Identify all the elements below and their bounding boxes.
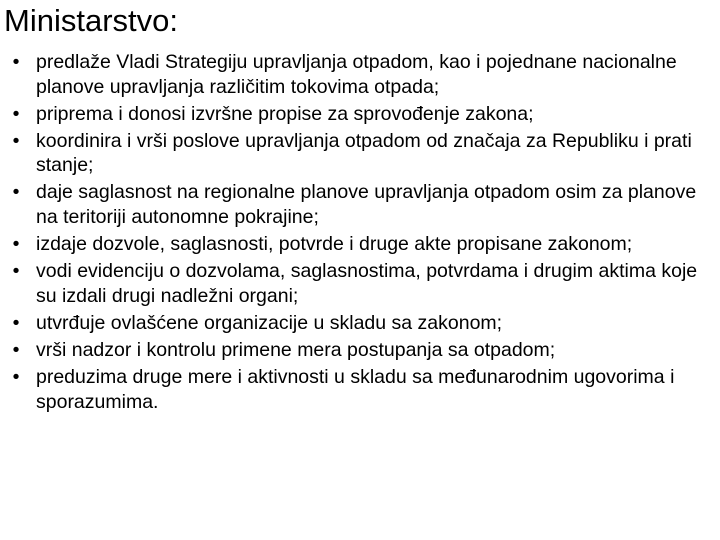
- bullet-icon: •: [12, 129, 20, 152]
- bullet-icon: •: [12, 102, 20, 125]
- bullet-icon: •: [12, 51, 20, 73]
- list-item: [0, 311, 705, 336]
- bullet-icon: •: [12, 339, 20, 362]
- list-item-text: predlaže Vladi Strategiju upravljanja otpadom, kao i pojednane nacionalne planove upravljanja različitim tokovima otpada;: [36, 51, 677, 98]
- bullet-list: [0, 50, 705, 417]
- list-item-text: izdaje dozvole, saglasnosti, potvrde i druge akte propisane zakonom;: [36, 233, 633, 256]
- bullet-icon: •: [12, 260, 20, 283]
- list-item-text: priprema i donosi izvršne propise za sprovođenje zakona;: [36, 102, 534, 125]
- list-item: [0, 102, 705, 127]
- list-item: [0, 232, 705, 257]
- bullet-icon: •: [12, 311, 20, 334]
- bullet-icon: •: [12, 233, 20, 256]
- list-item-text: daje saglasnost na regionalne planove upravljanja otpadom osim za planove na teritoriji autonomne pokrajine;: [36, 181, 697, 229]
- list-item-text: vrši nadzor i kontrolu primene mera postupanja sa otpadom;: [36, 339, 556, 362]
- list-item-text: koordinira i vrši poslove upravljanja otpadom od značaja za Republiku i prati stanje;: [36, 129, 692, 177]
- slide-title: Ministarstvo:: [4, 3, 178, 38]
- list-item: [0, 259, 705, 308]
- list-item-text: preduzima druge mere i aktivnosti u skladu sa međunarodnim ugovorima i sporazumima.: [36, 366, 675, 413]
- list-item: [0, 180, 705, 229]
- list-item: [0, 338, 705, 363]
- list-item: [0, 365, 705, 414]
- list-item: [0, 129, 705, 178]
- bullet-icon: •: [12, 181, 20, 204]
- list-item-text: vodi evidenciju o dozvolama, saglasnostima, potvrdama i drugim aktima koje su izdali drugi nadležni organi;: [36, 260, 698, 307]
- list-item-text: utvrđuje ovlašćene organizacije u skladu sa zakonom;: [36, 311, 503, 334]
- list-item: [0, 50, 705, 99]
- bullet-icon: •: [12, 366, 20, 389]
